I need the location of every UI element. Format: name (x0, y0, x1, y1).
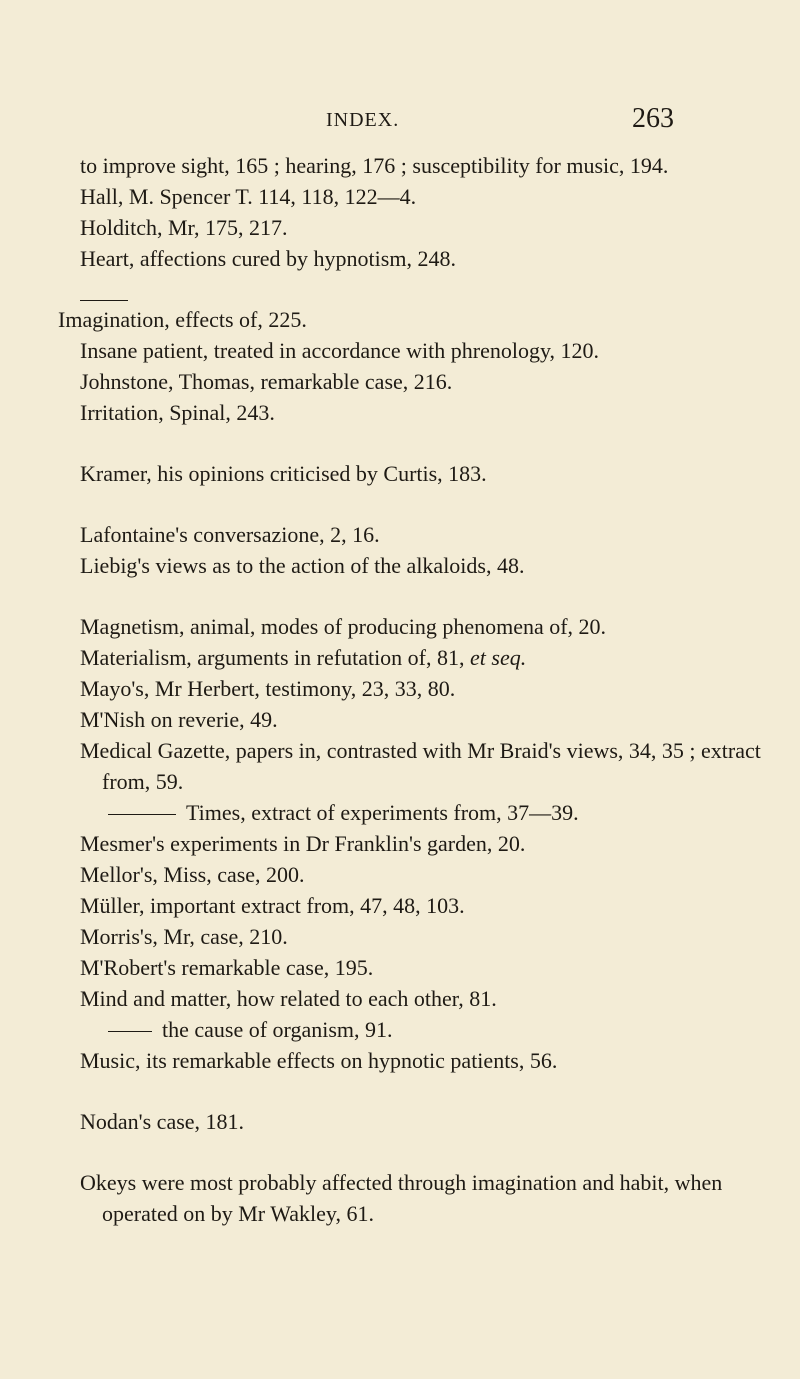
index-entry: Mayo's, Mr Herbert, testimony, 23, 33, 80. (80, 676, 456, 701)
index-entry: Magnetism, animal, modes of producing phenomena of, 20. (80, 614, 607, 639)
index-entry (58, 304, 770, 335)
index-entry: Nodan's case, 181. (80, 1109, 245, 1134)
index-entry-italic: et seq. (470, 645, 527, 670)
index-entry: Müller, important extract from, 47, 48, 103. (80, 893, 465, 918)
page-number: 263 (632, 103, 674, 134)
index-entry-text: Imagination, effects of, 225. (80, 304, 307, 335)
index-subentry (80, 797, 770, 828)
index-entry: Morris's, Mr, case, 210. (80, 924, 288, 949)
running-head: INDEX. (326, 109, 400, 131)
index-entry: Kramer, his opinions criticised by Curtis, 183. (80, 461, 487, 486)
index-entry: Johnstone, Thomas, remarkable case, 216. (80, 369, 453, 394)
index-entry (80, 642, 770, 673)
index-entry: Lafontaine's conversazione, 2, 16. (80, 522, 380, 547)
ditto-dash (108, 1031, 152, 1032)
index-entry: to improve sight, 165 ; hearing, 176 ; susceptibility for music, 194. (80, 153, 669, 178)
page-header (0, 103, 800, 139)
index-entry: Mellor's, Miss, case, 200. (80, 862, 305, 887)
index-entry: Medical Gazette, papers in, contrasted with Mr Braid's views, 34, 35 ; extract from, 59. (80, 738, 761, 794)
index-subentry (80, 1014, 770, 1045)
index-entries (58, 150, 770, 1229)
index-entry: Mind and matter, how related to each other, 81. (80, 986, 497, 1011)
index-entry: Mesmer's experiments in Dr Franklin's garden, 20. (80, 831, 526, 856)
index-entry: Insane patient, treated in accordance with phrenology, 120. (80, 338, 600, 363)
index-entry-text: Materialism, arguments in refutation of, 81, (80, 645, 471, 670)
index-entry-text: Times, extract of experiments from, 37—39. (186, 800, 579, 825)
index-entry: M'Nish on reverie, 49. (80, 707, 278, 732)
index-entry: Hall, M. Spencer T. 114, 118, 122—4. (80, 184, 417, 209)
index-entry: Holditch, Mr, 175, 217. (80, 215, 288, 240)
index-entry: Heart, affections cured by hypnotism, 248. (80, 246, 456, 271)
index-entry-text: the cause of organism, 91. (162, 1017, 393, 1042)
index-entry: M'Robert's remarkable case, 195. (80, 955, 374, 980)
ditto-dash (108, 814, 176, 815)
index-entry: Okeys were most probably affected through imagination and habit, when operated on by Mr Wakley, 61. (80, 1170, 723, 1226)
index-entry: Irritation, Spinal, 243. (80, 400, 275, 425)
index-entry: Music, its remarkable effects on hypnotic patients, 56. (80, 1048, 558, 1073)
index-entry: Liebig's views as to the action of the alkaloids, 48. (80, 553, 525, 578)
